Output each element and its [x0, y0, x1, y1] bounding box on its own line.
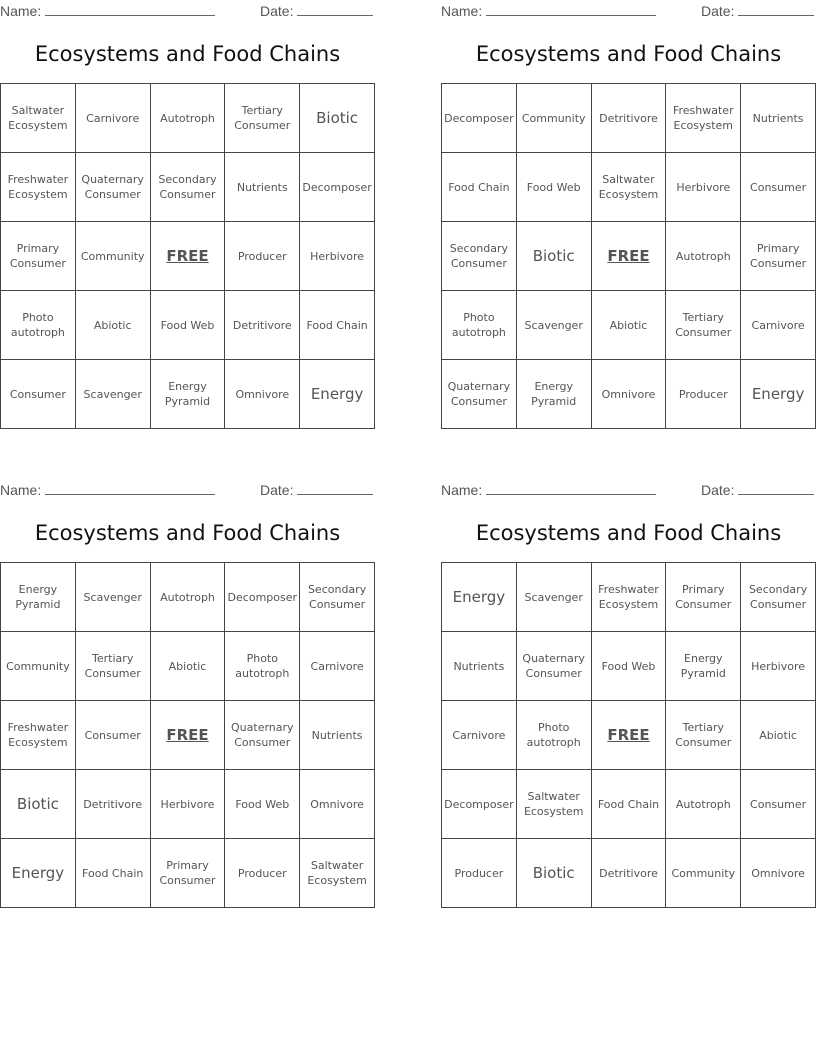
bingo-cell: Producer	[225, 222, 300, 291]
bingo-cell: Carnivore	[741, 291, 816, 360]
bingo-cell: Consumer	[1, 360, 76, 429]
bingo-cell: Tertiary Consumer	[75, 632, 150, 701]
bingo-cell: Quaternary Consumer	[75, 153, 150, 222]
bingo-grid	[441, 562, 816, 908]
bingo-cell: Abiotic	[75, 291, 150, 360]
bingo-cell: Herbivore	[666, 153, 741, 222]
name-label: Name:	[441, 482, 483, 498]
bingo-cell: Abiotic	[741, 701, 816, 770]
card-title: Ecosystems and Food Chains	[475, 42, 782, 66]
bingo-cell: Quaternary Consumer	[442, 360, 517, 429]
bingo-cell: Omnivore	[741, 839, 816, 908]
bingo-cell: Detritivore	[75, 770, 150, 839]
bingo-cell: Decomposer	[300, 153, 375, 222]
bingo-cell: Detritivore	[225, 291, 300, 360]
bingo-cell: Energy Pyramid	[516, 360, 591, 429]
free-space: FREE	[591, 701, 666, 770]
bingo-cell: Decomposer	[225, 563, 300, 632]
bingo-cell: Photo autotroph	[516, 701, 591, 770]
bingo-cell: Secondary Consumer	[442, 222, 517, 291]
date-field[interactable]	[701, 2, 814, 19]
bingo-cell: Omnivore	[591, 360, 666, 429]
bingo-cell: Detritivore	[591, 839, 666, 908]
bingo-cell: Food Web	[225, 770, 300, 839]
name-label: Name:	[0, 3, 42, 19]
date-blank[interactable]	[297, 481, 373, 495]
bingo-cell: Scavenger	[75, 563, 150, 632]
bingo-cell: Secondary Consumer	[741, 563, 816, 632]
bingo-cell: Primary Consumer	[150, 839, 225, 908]
name-blank[interactable]	[45, 2, 215, 16]
bingo-cell: Autotroph	[666, 222, 741, 291]
bingo-cell: Community	[666, 839, 741, 908]
bingo-cell: Primary Consumer	[1, 222, 76, 291]
name-field[interactable]	[0, 2, 215, 19]
bingo-cell: Community	[75, 222, 150, 291]
bingo-cell: Nutrients	[442, 632, 517, 701]
bingo-cell: Food Web	[516, 153, 591, 222]
name-field[interactable]	[0, 481, 215, 498]
bingo-cell: Biotic	[1, 770, 76, 839]
bingo-cell: Autotroph	[666, 770, 741, 839]
bingo-cell: Biotic	[516, 222, 591, 291]
bingo-cell: Energy	[741, 360, 816, 429]
bingo-cell: Herbivore	[741, 632, 816, 701]
bingo-cell: Quaternary Consumer	[516, 632, 591, 701]
bingo-cell: Photo autotroph	[442, 291, 517, 360]
bingo-cell: Carnivore	[442, 701, 517, 770]
bingo-cell: Energy	[1, 839, 76, 908]
name-blank[interactable]	[486, 2, 656, 16]
bingo-cell: Saltwater Ecosystem	[300, 839, 375, 908]
bingo-cell: Producer	[442, 839, 517, 908]
date-label: Date:	[701, 482, 735, 498]
bingo-card-2	[441, 0, 816, 440]
bingo-cell: Nutrients	[300, 701, 375, 770]
bingo-cell: Secondary Consumer	[150, 153, 225, 222]
bingo-card-1	[0, 0, 375, 440]
date-blank[interactable]	[297, 2, 373, 16]
date-label: Date:	[260, 482, 294, 498]
bingo-cell: Primary Consumer	[741, 222, 816, 291]
bingo-grid	[441, 83, 816, 429]
bingo-cell: Producer	[666, 360, 741, 429]
name-field[interactable]	[441, 481, 656, 498]
date-field[interactable]	[260, 2, 373, 19]
bingo-cell: Carnivore	[75, 84, 150, 153]
bingo-cell: Freshwater Ecosystem	[666, 84, 741, 153]
bingo-cell: Tertiary Consumer	[225, 84, 300, 153]
bingo-grid	[0, 562, 375, 908]
date-field[interactable]	[701, 481, 814, 498]
bingo-cell: Energy Pyramid	[150, 360, 225, 429]
bingo-cell: Omnivore	[225, 360, 300, 429]
name-blank[interactable]	[45, 481, 215, 495]
bingo-cell: Tertiary Consumer	[666, 701, 741, 770]
bingo-cell: Freshwater Ecosystem	[1, 701, 76, 770]
bingo-card-4	[441, 479, 816, 919]
bingo-cell: Energy	[442, 563, 517, 632]
bingo-cell: Photo autotroph	[1, 291, 76, 360]
bingo-cell: Consumer	[741, 770, 816, 839]
card-title: Ecosystems and Food Chains	[475, 521, 782, 545]
free-space: FREE	[591, 222, 666, 291]
bingo-cell: Autotroph	[150, 84, 225, 153]
bingo-cell: Abiotic	[150, 632, 225, 701]
bingo-cell: Detritivore	[591, 84, 666, 153]
date-blank[interactable]	[738, 481, 814, 495]
bingo-cell: Abiotic	[591, 291, 666, 360]
card-title: Ecosystems and Food Chains	[34, 521, 341, 545]
free-space: FREE	[150, 222, 225, 291]
bingo-cell: Energy Pyramid	[1, 563, 76, 632]
bingo-cell: Nutrients	[741, 84, 816, 153]
date-label: Date:	[701, 3, 735, 19]
bingo-cell: Food Web	[150, 291, 225, 360]
bingo-cell: Photo autotroph	[225, 632, 300, 701]
bingo-cell: Food Chain	[591, 770, 666, 839]
bingo-cell: Quaternary Consumer	[225, 701, 300, 770]
bingo-cell: Decomposer	[442, 84, 517, 153]
bingo-cell: Herbivore	[300, 222, 375, 291]
bingo-cell: Consumer	[741, 153, 816, 222]
free-space: FREE	[150, 701, 225, 770]
bingo-cell: Carnivore	[300, 632, 375, 701]
bingo-cell: Biotic	[516, 839, 591, 908]
bingo-card-3	[0, 479, 375, 919]
bingo-cell: Producer	[225, 839, 300, 908]
bingo-cell: Biotic	[300, 84, 375, 153]
bingo-cell: Tertiary Consumer	[666, 291, 741, 360]
bingo-cell: Freshwater Ecosystem	[591, 563, 666, 632]
bingo-cell: Consumer	[75, 701, 150, 770]
bingo-cell: Herbivore	[150, 770, 225, 839]
bingo-cell: Scavenger	[516, 291, 591, 360]
bingo-cell: Saltwater Ecosystem	[591, 153, 666, 222]
card-title: Ecosystems and Food Chains	[34, 42, 341, 66]
bingo-cell: Food Web	[591, 632, 666, 701]
bingo-cell: Energy Pyramid	[666, 632, 741, 701]
date-field[interactable]	[260, 481, 373, 498]
bingo-cell: Secondary Consumer	[300, 563, 375, 632]
date-label: Date:	[260, 3, 294, 19]
bingo-cell: Decomposer	[442, 770, 517, 839]
bingo-cell: Omnivore	[300, 770, 375, 839]
bingo-cell: Scavenger	[516, 563, 591, 632]
bingo-cell: Community	[1, 632, 76, 701]
name-label: Name:	[441, 3, 483, 19]
name-field[interactable]	[441, 2, 656, 19]
bingo-cell: Nutrients	[225, 153, 300, 222]
bingo-cell: Food Chain	[442, 153, 517, 222]
bingo-cell: Scavenger	[75, 360, 150, 429]
bingo-cell: Primary Consumer	[666, 563, 741, 632]
bingo-cell: Food Chain	[300, 291, 375, 360]
date-blank[interactable]	[738, 2, 814, 16]
bingo-cell: Autotroph	[150, 563, 225, 632]
bingo-cell: Energy	[300, 360, 375, 429]
bingo-cell: Freshwater Ecosystem	[1, 153, 76, 222]
name-label: Name:	[0, 482, 42, 498]
bingo-cell: Food Chain	[75, 839, 150, 908]
bingo-grid	[0, 83, 375, 429]
bingo-cell: Community	[516, 84, 591, 153]
bingo-cell: Saltwater Ecosystem	[1, 84, 76, 153]
bingo-cell: Saltwater Ecosystem	[516, 770, 591, 839]
name-blank[interactable]	[486, 481, 656, 495]
